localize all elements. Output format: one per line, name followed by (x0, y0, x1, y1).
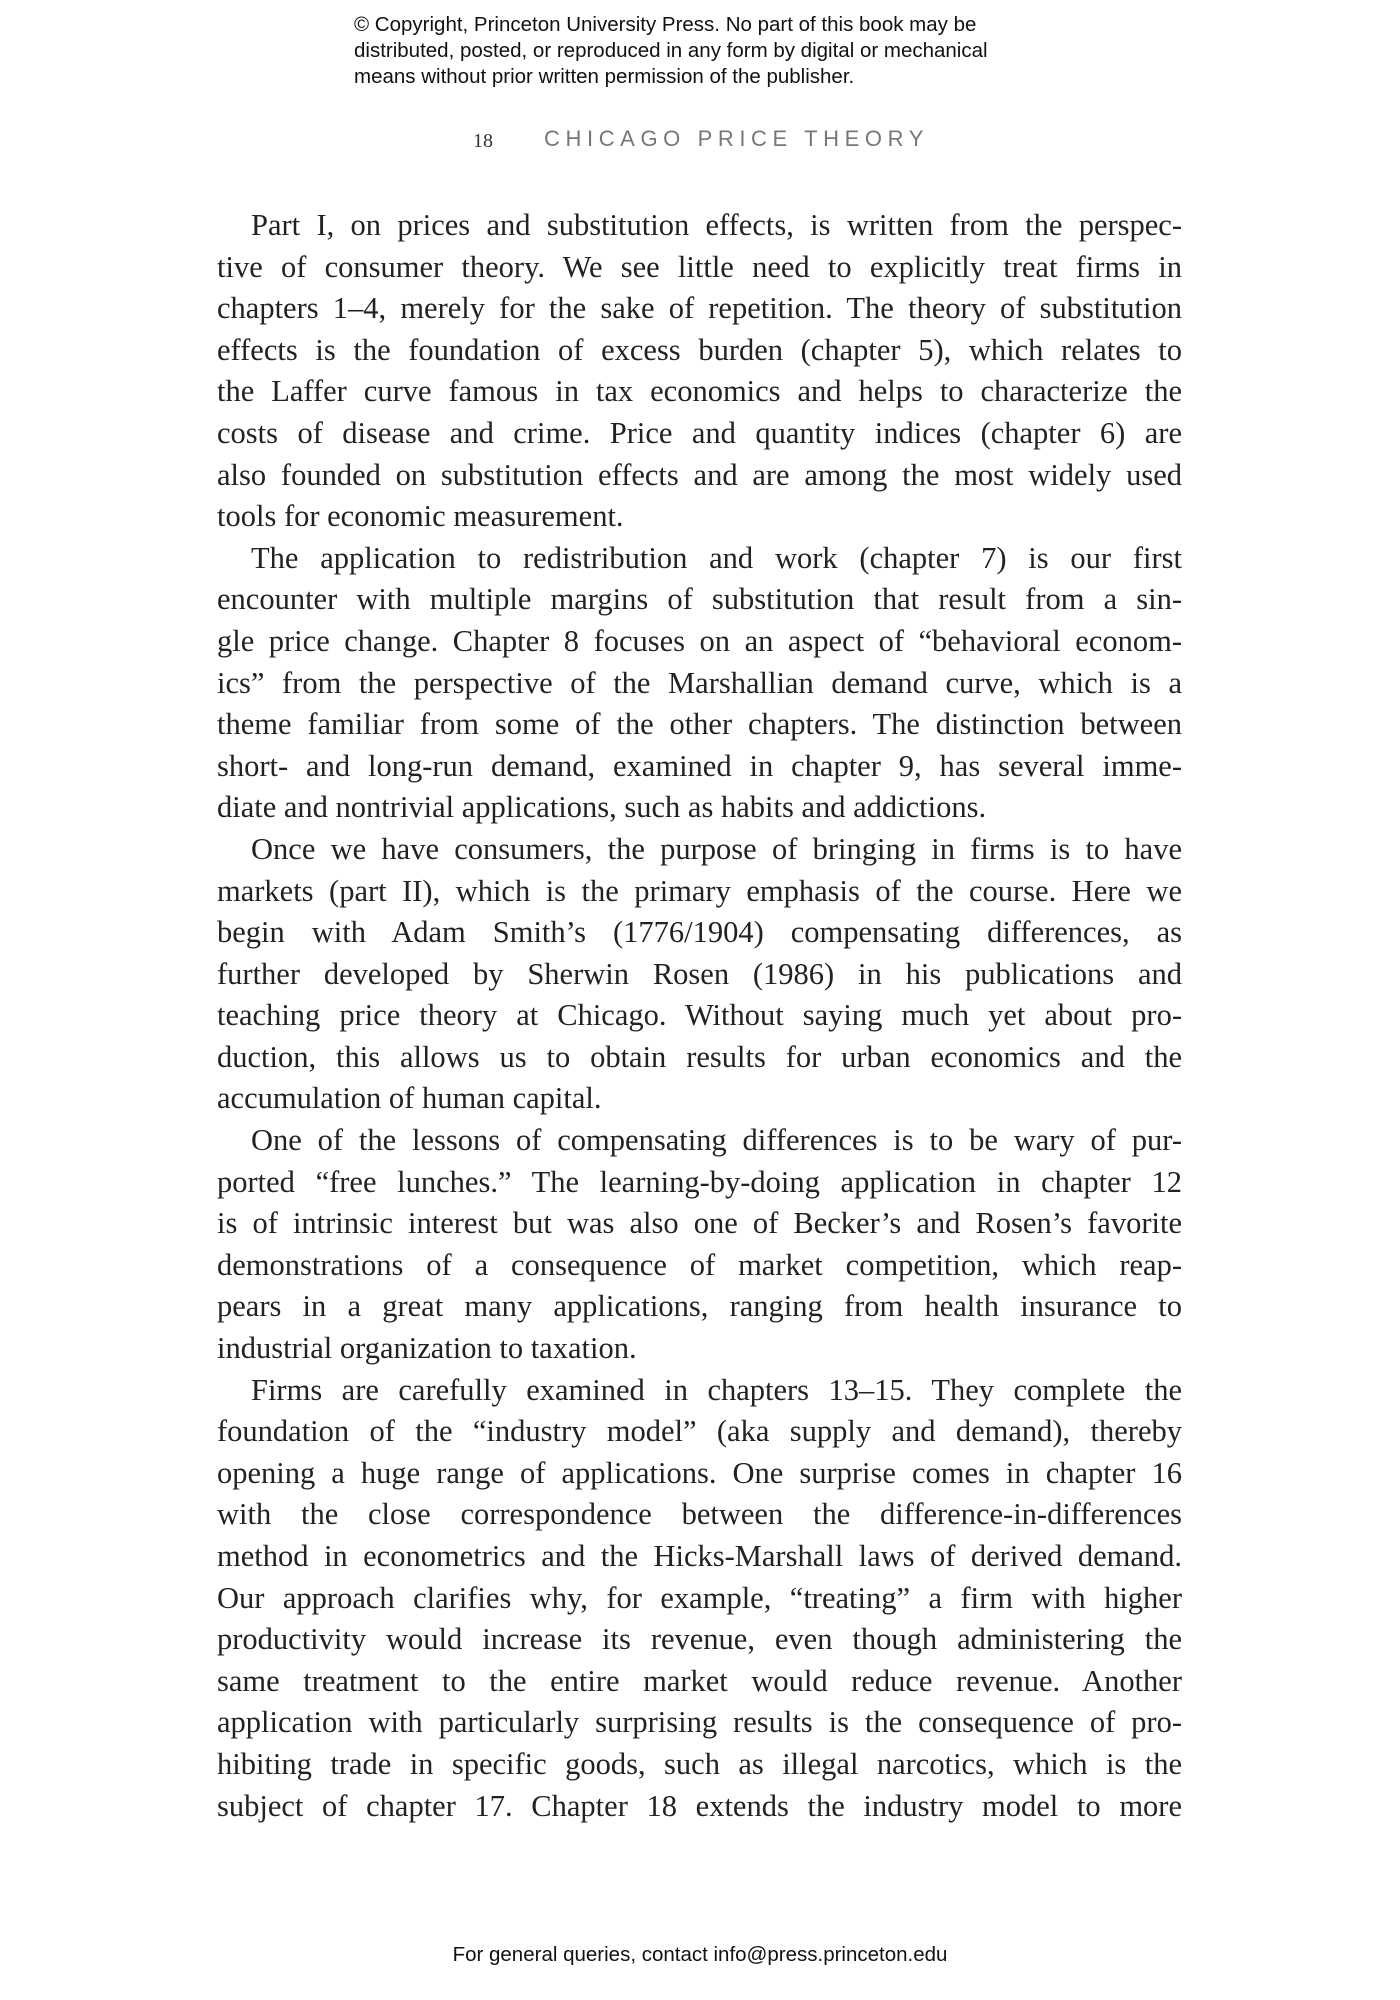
text-line: foundation of the “industry model” (aka supply and demand), thereby (217, 1414, 1182, 1449)
text-line: application with particularly surprising results is the consequence of pro- (217, 1705, 1182, 1740)
text-line: productivity would increase its revenue, even though administering the (217, 1622, 1182, 1657)
running-head-title: CHICAGO PRICE THEORY (544, 126, 930, 151)
text-line: hibiting trade in specific goods, such as illegal narcotics, which is the (217, 1746, 1182, 1781)
page-number: 18 (473, 130, 493, 152)
text-line: subject of chapter 17. Chapter 18 extends the industry model to more (217, 1788, 1182, 1823)
text-line: effects is the foundation of excess burden (chapter 5), which relates to (217, 332, 1182, 367)
text-line: Firms are carefully examined in chapters 13–15. They complete the (251, 1372, 1182, 1407)
text-line: tools for economic measurement. (217, 499, 624, 534)
text-line: costs of disease and crime. Price and quantity indices (chapter 6) are (217, 415, 1182, 450)
text-line: method in econometrics and the Hicks-Marshall laws of derived demand. (217, 1539, 1182, 1573)
text-line: teaching price theory at Chicago. Without saying much yet about pro- (217, 998, 1182, 1033)
text-line: pears in a great many applications, ranging from health insurance to (217, 1289, 1182, 1324)
text-line: theme familiar from some of the other chapters. The distinction between (217, 707, 1182, 742)
text-line: ported “free lunches.” The learning-by-doing application in chapter 12 (217, 1164, 1182, 1199)
text-line: duction, this allows us to obtain results for urban economics and the (217, 1039, 1182, 1074)
text-line: demonstrations of a consequence of market competition, which reap- (217, 1247, 1182, 1282)
paragraph (217, 205, 1182, 538)
text-line: chapters 1–4, merely for the sake of repetition. The theory of substitution (217, 291, 1182, 326)
copyright-line: means without prior written permission of the publisher. (354, 65, 855, 88)
text-line: is of intrinsic interest but was also one of Becker’s and Rosen’s favorite (217, 1206, 1182, 1241)
text-line: tive of consumer theory. We see little need to explicitly treat firms in (217, 249, 1182, 284)
copyright-line: © Copyright, Princeton University Press. No part of this book may be (354, 13, 977, 36)
text-line: also founded on substitution effects and are among the most widely used (217, 457, 1182, 492)
text-line: One of the lessons of compensating differences is to be wary of pur- (251, 1123, 1182, 1158)
text-line: short- and long-run demand, examined in chapter 9, has several imme- (217, 748, 1182, 783)
text-line: ics” from the perspective of the Marshallian demand curve, which is a (217, 665, 1182, 700)
text-line: encounter with multiple margins of substitution that result from a sin- (217, 582, 1182, 617)
paragraph (217, 1120, 1182, 1370)
text-line: markets (part II), which is the primary emphasis of the course. Here we (217, 873, 1182, 908)
copyright-notice (354, 12, 1074, 90)
text-line: Part I, on prices and substitution effects, is written from the perspec- (251, 208, 1182, 242)
text-line: Our approach clarifies why, for example, “treating” a firm with higher (217, 1580, 1182, 1615)
paragraph (217, 1370, 1182, 1828)
paragraph (217, 829, 1182, 1120)
copyright-line: distributed, posted, or reproduced in any form by digital or mechanical (354, 39, 988, 62)
text-line: The application to redistribution and work (chapter 7) is our first (251, 540, 1182, 575)
text-line: diate and nontrivial applications, such as habits and addictions. (217, 790, 987, 825)
text-line: accumulation of human capital. (217, 1081, 602, 1116)
text-line: with the close correspondence between the difference-in-differences (217, 1497, 1182, 1532)
running-head (0, 126, 1400, 156)
body-text (217, 205, 1182, 1827)
text-line: Once we have consumers, the purpose of bringing in firms is to have (251, 831, 1182, 866)
text-line: gle price change. Chapter 8 focuses on an aspect of “behavioral econom- (217, 623, 1182, 658)
text-line: begin with Adam Smith’s (1776/1904) compensating differences, as (217, 915, 1182, 950)
text-line: same treatment to the entire market would reduce revenue. Another (217, 1663, 1182, 1698)
footer-contact: For general queries, contact info@press.princeton.edu (452, 1943, 948, 1966)
text-line: industrial organization to taxation. (217, 1331, 637, 1366)
text-line: opening a huge range of applications. One surprise comes in chapter 16 (217, 1455, 1182, 1490)
text-line: further developed by Sherwin Rosen (1986) in his publications and (217, 956, 1182, 991)
text-line: the Laffer curve famous in tax economics and helps to characterize the (217, 374, 1182, 409)
paragraph (217, 538, 1182, 829)
